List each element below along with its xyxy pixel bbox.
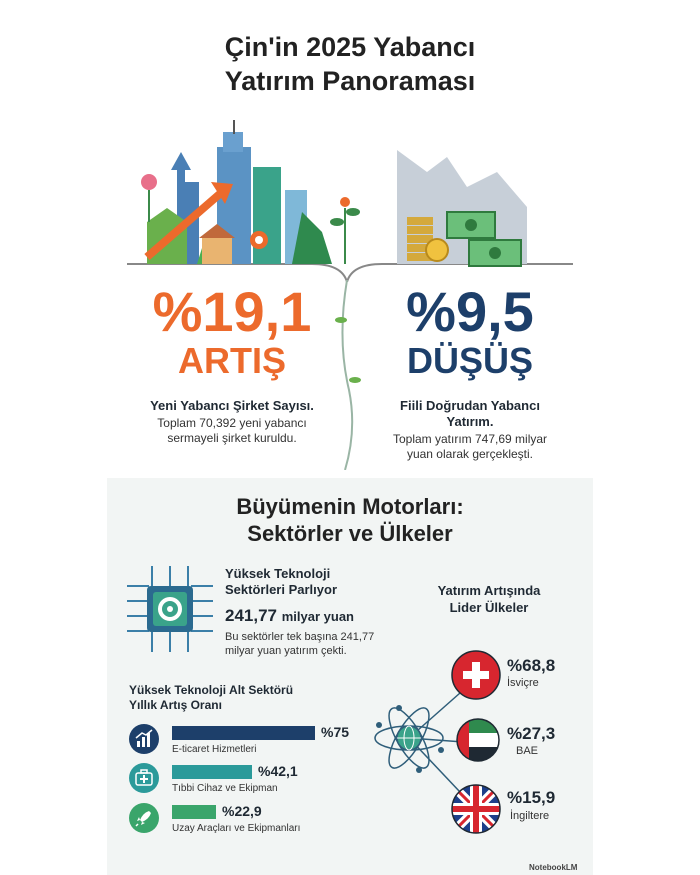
decrease-value: %9,5: [406, 280, 534, 343]
bar-aerospace-pct: %22,9: [222, 803, 262, 819]
uae-pct: %27,3: [507, 724, 556, 743]
section-title: Büyümenin Motorları: Sektörler ve Ülkeler: [236, 494, 464, 546]
swiss-flag-icon: [451, 650, 501, 700]
swiss-name: İsviçre: [507, 677, 539, 689]
uk-flag-icon: [451, 784, 501, 834]
infographic-poster: [107, 0, 593, 875]
hero-illustration: [107, 112, 593, 282]
medical-kit-icon: [129, 763, 159, 793]
rocket-icon: [129, 803, 159, 833]
chart-growth-icon: [129, 724, 159, 754]
swiss-pct: %68,8: [507, 656, 556, 675]
uk-name: İngiltere: [510, 810, 550, 822]
high-tech-value: 241,77 milyar yuan: [225, 606, 354, 625]
bar-row-medical: [129, 763, 389, 803]
brand-watermark: NotebookLM: [529, 863, 578, 872]
page-title: Çin'in 2025 Yabancı Yatırım Panoraması: [224, 32, 476, 96]
bar-ecommerce-pct: %75: [321, 724, 350, 740]
bar-medical: [172, 765, 252, 779]
bar-ecommerce: [172, 726, 315, 740]
increase-label: ARTIŞ: [178, 340, 286, 381]
uae-name: BAE: [516, 745, 539, 757]
bar-medical-pct: %42,1: [258, 763, 298, 779]
fdi-heading-2: Yatırım.: [446, 414, 494, 429]
increase-value: %19,1: [152, 280, 312, 343]
bar-row-ecommerce: [129, 724, 389, 764]
fdi-desc-2: yuan olarak gerçekleşti.: [406, 447, 534, 461]
leaders-title: Yatırım Artışında Lider Ülkeler: [437, 583, 541, 615]
bar-medical-label: Tıbbi Cihaz ve Ekipman: [172, 783, 278, 794]
uk-pct: %15,9: [507, 788, 556, 807]
bar-aerospace: [172, 805, 216, 819]
subsector-title: Yüksek Teknoloji Alt Sektörü Yıllık Artış Oranı: [129, 683, 294, 712]
fdi-desc-1: Toplam yatırım 747,69 milyar: [392, 432, 548, 446]
bar-aerospace-label: Uzay Araçları ve Ekipmanları: [172, 823, 301, 834]
fdi-heading-1: Fiili Doğrudan Yabancı: [400, 398, 540, 413]
decrease-label: DÜŞÜŞ: [406, 340, 534, 381]
bar-ecommerce-label: E-ticaret Hizmetleri: [172, 744, 257, 755]
chip-gear-icon: [127, 566, 213, 652]
high-tech-desc: Bu sektörler tek başına 241,77 milyar yuan yatırım çekti.: [225, 631, 375, 657]
money-stack-icon: [397, 150, 527, 266]
vine-divider: [333, 280, 363, 470]
bar-row-aerospace: [129, 803, 389, 843]
new-companies-desc-2: sermayeli şirket kuruldu.: [167, 431, 297, 445]
new-companies-heading: Yeni Yabancı Şirket Sayısı.: [150, 398, 314, 413]
new-companies-desc-1: Toplam 70,392 yeni yabancı: [157, 416, 307, 430]
high-tech-title: Yüksek Teknoloji Sektörleri Parlıyor: [225, 566, 337, 597]
city-skyline-icon: [141, 120, 360, 264]
uae-flag-icon: [456, 718, 500, 762]
